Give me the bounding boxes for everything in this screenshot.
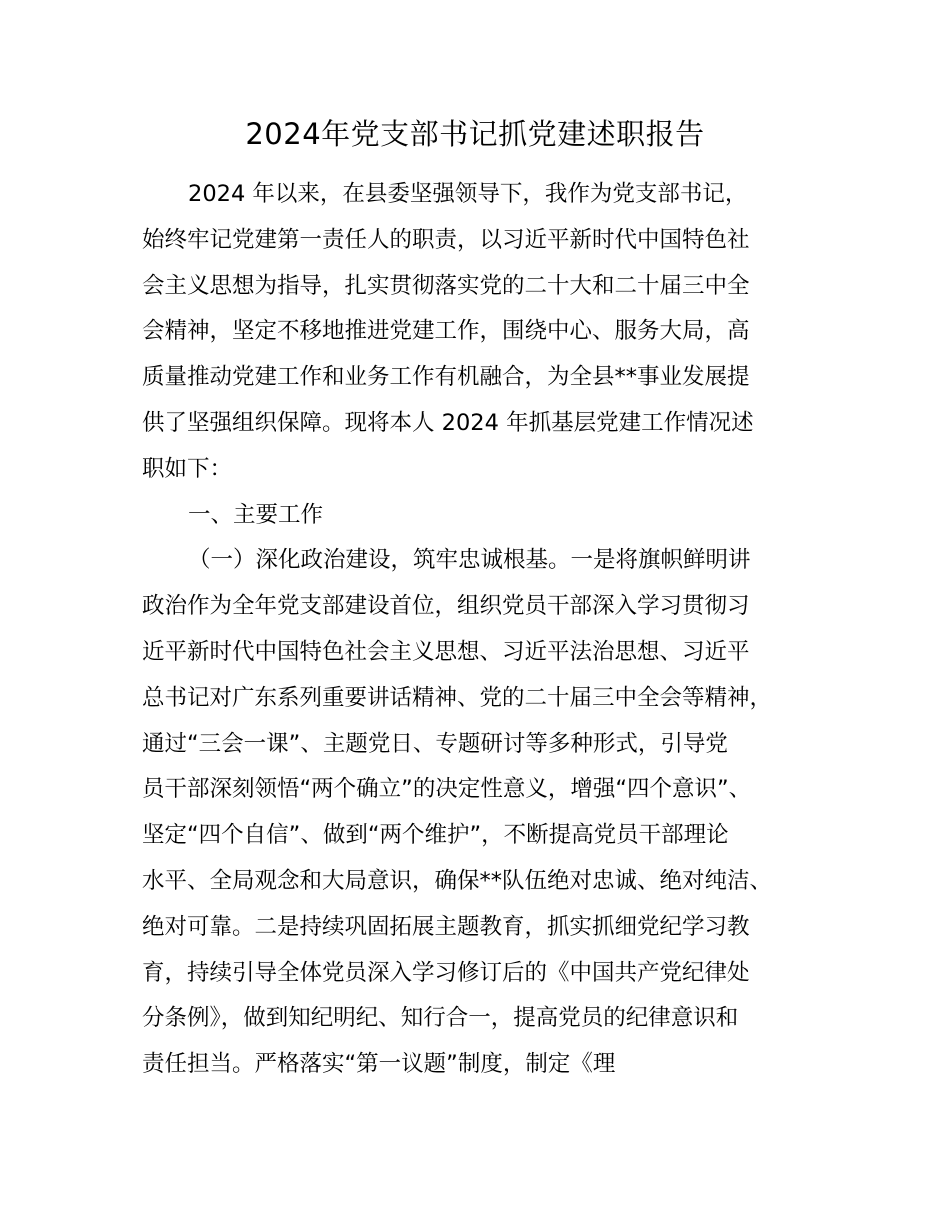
subsection-paragraph-line: 政治作为全年党支部建设首位，组织党员干部深入学习贯彻习: [142, 593, 750, 620]
subsection-paragraph-line: 总书记对广东系列重要讲话精神、党的二十届三中全会等精神，: [142, 684, 773, 711]
intro-paragraph-line: 2024 年以来，在县委坚强领导下，我作为党支部书记，: [188, 181, 748, 207]
subsection-paragraph-line: 员干部深刻领悟“两个确立”的决定性意义，增强“四个意识”、: [142, 776, 752, 803]
section-heading: 一、主要工作: [188, 501, 324, 528]
document-body: [142, 172, 842, 1088]
intro-paragraph-line: 质量推动党建工作和业务工作有机融合，为全县**事业发展提: [142, 364, 750, 391]
subsection-paragraph-line: 绝对可靠。二是持续巩固拓展主题教育，抓实抓细党纪学习教: [142, 913, 750, 940]
subsection-paragraph-line: 坚定“四个自信”、做到“两个维护”，不断提高党员干部理论: [142, 822, 729, 849]
subsection-paragraph-line: 近平新时代中国特色社会主义思想、习近平法治思想、习近平: [142, 638, 750, 665]
intro-paragraph-line: 会主义思想为指导，扎实贯彻落实党的二十大和二十届三中全: [142, 272, 750, 299]
subsection-paragraph-line: 水平、全局观念和大局意识，确保**队伍绝对忠诚、绝对纯洁、: [142, 867, 773, 894]
intro-paragraph-line: 职如下：: [142, 455, 233, 482]
intro-paragraph-line: 始终牢记党建第一责任人的职责，以习近平新时代中国特色社: [142, 226, 750, 253]
subsection-paragraph-line: 通过“三会一课”、主题党日、专题研讨等多种形式，引导党: [142, 730, 728, 757]
subsection-paragraph-line: 育，持续引导全体党员深入学习修订后的《中国共产党纪律处: [142, 959, 750, 986]
document-title: 2024年党支部书记抓党建述职报告: [245, 117, 705, 151]
subsection-paragraph-line: 责任担当。严格落实“第一议题”制度，制定《理: [142, 1051, 616, 1078]
subsection-paragraph-line: 分条例》，做到知纪明纪、知行合一，提高党员的纪律意识和: [142, 1005, 739, 1032]
subsection-paragraph-line: （一）深化政治建设，筑牢忠诚根基。一是将旗帜鲜明讲: [188, 547, 751, 574]
intro-paragraph-line: 会精神，坚定不移地推进党建工作，围绕中心、服务大局，高: [142, 318, 750, 345]
intro-paragraph-line: 供了坚强组织保障。现将本人 2024 年抓基层党建工作情况述: [142, 409, 754, 436]
